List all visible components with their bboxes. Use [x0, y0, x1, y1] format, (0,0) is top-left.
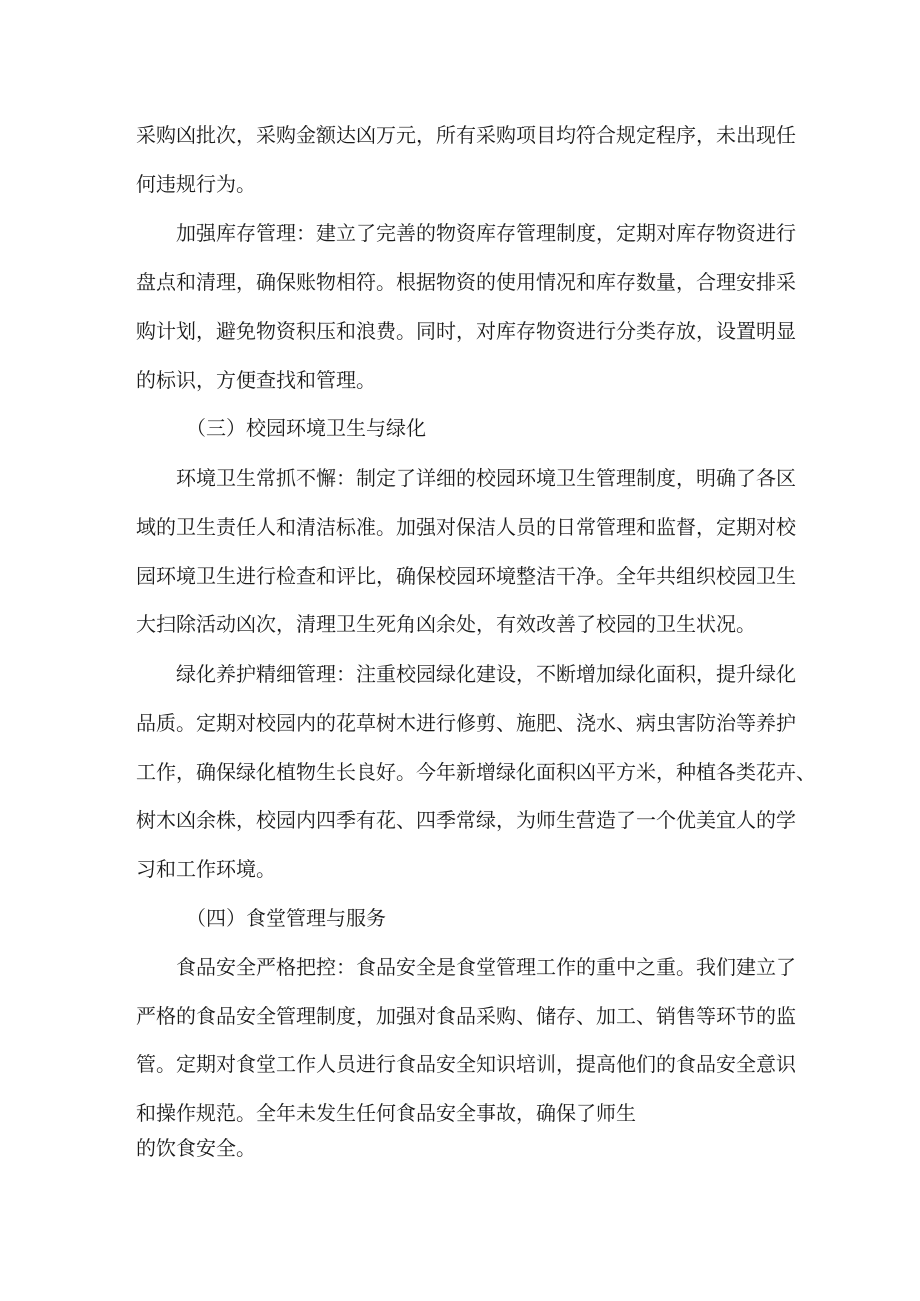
- paragraph-line: 的饮食安全。: [136, 1136, 256, 1160]
- paragraph-line: 何违规行为。: [136, 172, 256, 196]
- paragraph-line: 品质。定期对校园内的花草树木进行修剪、施肥、浇水、病虫害防治等养护: [136, 711, 796, 735]
- paragraph-line: 和操作规范。全年未发生任何食品安全事故，确保了师生: [136, 1101, 636, 1125]
- section-heading: （三）校园环境卫生与绿化: [186, 416, 426, 440]
- paragraph-line: 采购凶批次，采购金额达凶万元，所有采购项目均符合规定程序，未出现任: [136, 123, 796, 147]
- paragraph-line: 管。定期对食堂工作人员进行食品安全知识培训，提高他们的食品安全意识: [136, 1052, 796, 1076]
- paragraph-line: 树木凶余株，校园内四季有花、四季常绿，为师生营造了一个优美宜人的学: [136, 808, 796, 832]
- paragraph-line: 域的卫生责任人和清洁标准。加强对保洁人员的日常管理和监督，定期对校: [136, 515, 796, 539]
- paragraph-line: 的标识，方便查找和管理。: [136, 368, 376, 392]
- paragraph-line: 绿化养护精细管理：注重校园绿化建设，不断增加绿化面积，提升绿化: [176, 662, 796, 686]
- paragraph-line: 园环境卫生进行检查和评比，确保校园环境整洁干净。全年共组织校园卫生: [136, 564, 796, 588]
- paragraph-line: 习和工作环境。: [136, 857, 276, 881]
- paragraph-line: 工作，确保绿化植物生长良好。今年新增绿化面积凶平方米，种植各类花卉、: [136, 760, 816, 784]
- section-heading: （四）食堂管理与服务: [186, 906, 386, 930]
- paragraph-line: 环境卫生常抓不懈：制定了详细的校园环境卫生管理制度，明确了各区: [176, 466, 796, 490]
- paragraph-line: 严格的食品安全管理制度，加强对食品采购、储存、加工、销售等环节的监: [136, 1004, 796, 1028]
- paragraph-line: 购计划，避免物资积压和浪费。同时，对库存物资进行分类存放，设置明显: [136, 319, 796, 343]
- paragraph-line: 加强库存管理：建立了完善的物资库存管理制度，定期对库存物资进行: [176, 221, 796, 245]
- paragraph-line: 盘点和清理，确保账物相符。根据物资的使用情况和库存数量，合理安排采: [136, 270, 796, 294]
- paragraph-line: 大扫除活动凶次，清理卫生死角凶余处，有效改善了校园的卫生状况。: [136, 612, 756, 636]
- paragraph-line: 食品安全严格把控：食品安全是食堂管理工作的重中之重。我们建立了: [176, 955, 796, 979]
